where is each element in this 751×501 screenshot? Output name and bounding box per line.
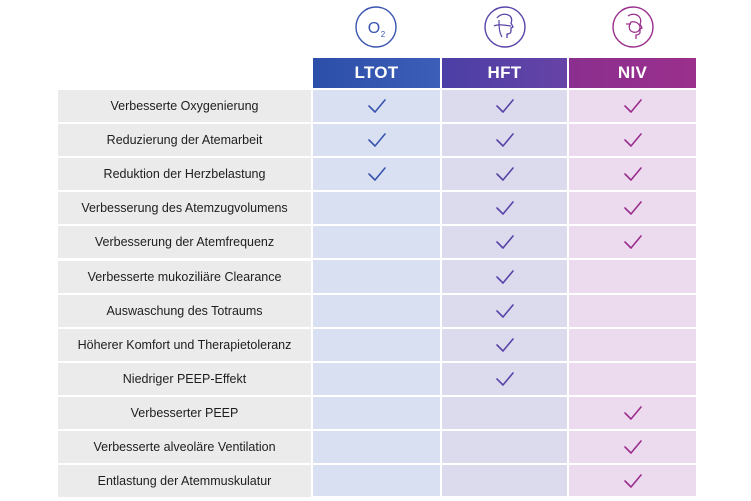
table-row [58, 124, 696, 156]
column-header-hft: HFT [442, 58, 567, 88]
row-separator [58, 293, 696, 295]
row-label: Verbesserte mukoziliäre Clearance [58, 261, 311, 293]
check-icon-niv [623, 165, 643, 183]
table-row [58, 431, 696, 463]
row-label: Höherer Komfort und Therapietoleranz [58, 329, 311, 361]
check-icon-hft [495, 336, 515, 354]
o2-icon-letter: O [367, 20, 381, 37]
row-label: Verbesserung des Atemzugvolumens [58, 192, 311, 224]
row-label: Verbesserter PEEP [58, 397, 311, 429]
check-icon-hft [495, 268, 515, 286]
table-row [58, 158, 696, 190]
table-row [58, 363, 696, 395]
check-icon-ltot [367, 97, 387, 115]
check-icon-hft [495, 131, 515, 149]
check-icon-hft [495, 97, 515, 115]
check-icon-niv [623, 199, 643, 217]
table-row [58, 90, 696, 122]
table-row [58, 226, 696, 258]
table-row [58, 261, 696, 293]
check-icon-hft [495, 370, 515, 388]
row-separator [58, 463, 696, 465]
table-row [58, 397, 696, 429]
check-icon-niv [623, 404, 643, 422]
face-nasal-cannula-icon [482, 4, 528, 50]
table-row [58, 295, 696, 327]
check-icon-niv [623, 438, 643, 456]
table-row [58, 329, 696, 361]
row-label: Verbesserte alveoläre Ventilation [58, 431, 311, 463]
row-separator [58, 224, 696, 226]
table-row [58, 465, 696, 497]
check-icon-hft [495, 302, 515, 320]
row-label: Reduzierung der Atemarbeit [58, 124, 311, 156]
row-label: Verbesserung der Atemfrequenz [58, 226, 311, 258]
row-separator [58, 361, 696, 363]
check-icon-hft [495, 199, 515, 217]
row-separator [58, 429, 696, 431]
face-mask-icon [610, 4, 656, 50]
check-icon-niv [623, 233, 643, 251]
check-icon-niv [623, 97, 643, 115]
column-header-ltot: LTOT [313, 58, 440, 88]
row-label: Entlastung der Atemmuskulatur [58, 465, 311, 497]
check-icon-ltot [367, 131, 387, 149]
table-row [58, 192, 696, 224]
row-label: Verbesserte Oxygenierung [58, 90, 311, 122]
check-icon-ltot [367, 165, 387, 183]
row-separator [58, 122, 696, 124]
row-separator [58, 327, 696, 329]
row-separator [58, 258, 696, 260]
row-separator [58, 190, 696, 192]
o2-icon-subscript: 2 [380, 30, 386, 39]
check-icon-hft [495, 233, 515, 251]
column-header-niv: NIV [569, 58, 696, 88]
row-separator [58, 156, 696, 158]
check-icon-niv [623, 131, 643, 149]
row-label: Auswaschung des Totraums [58, 295, 311, 327]
row-label: Niedriger PEEP-Effekt [58, 363, 311, 395]
o2-icon [353, 4, 399, 50]
check-icon-niv [623, 472, 643, 490]
check-icon-hft [495, 165, 515, 183]
row-label: Reduktion der Herzbelastung [58, 158, 311, 190]
row-separator [58, 395, 696, 397]
